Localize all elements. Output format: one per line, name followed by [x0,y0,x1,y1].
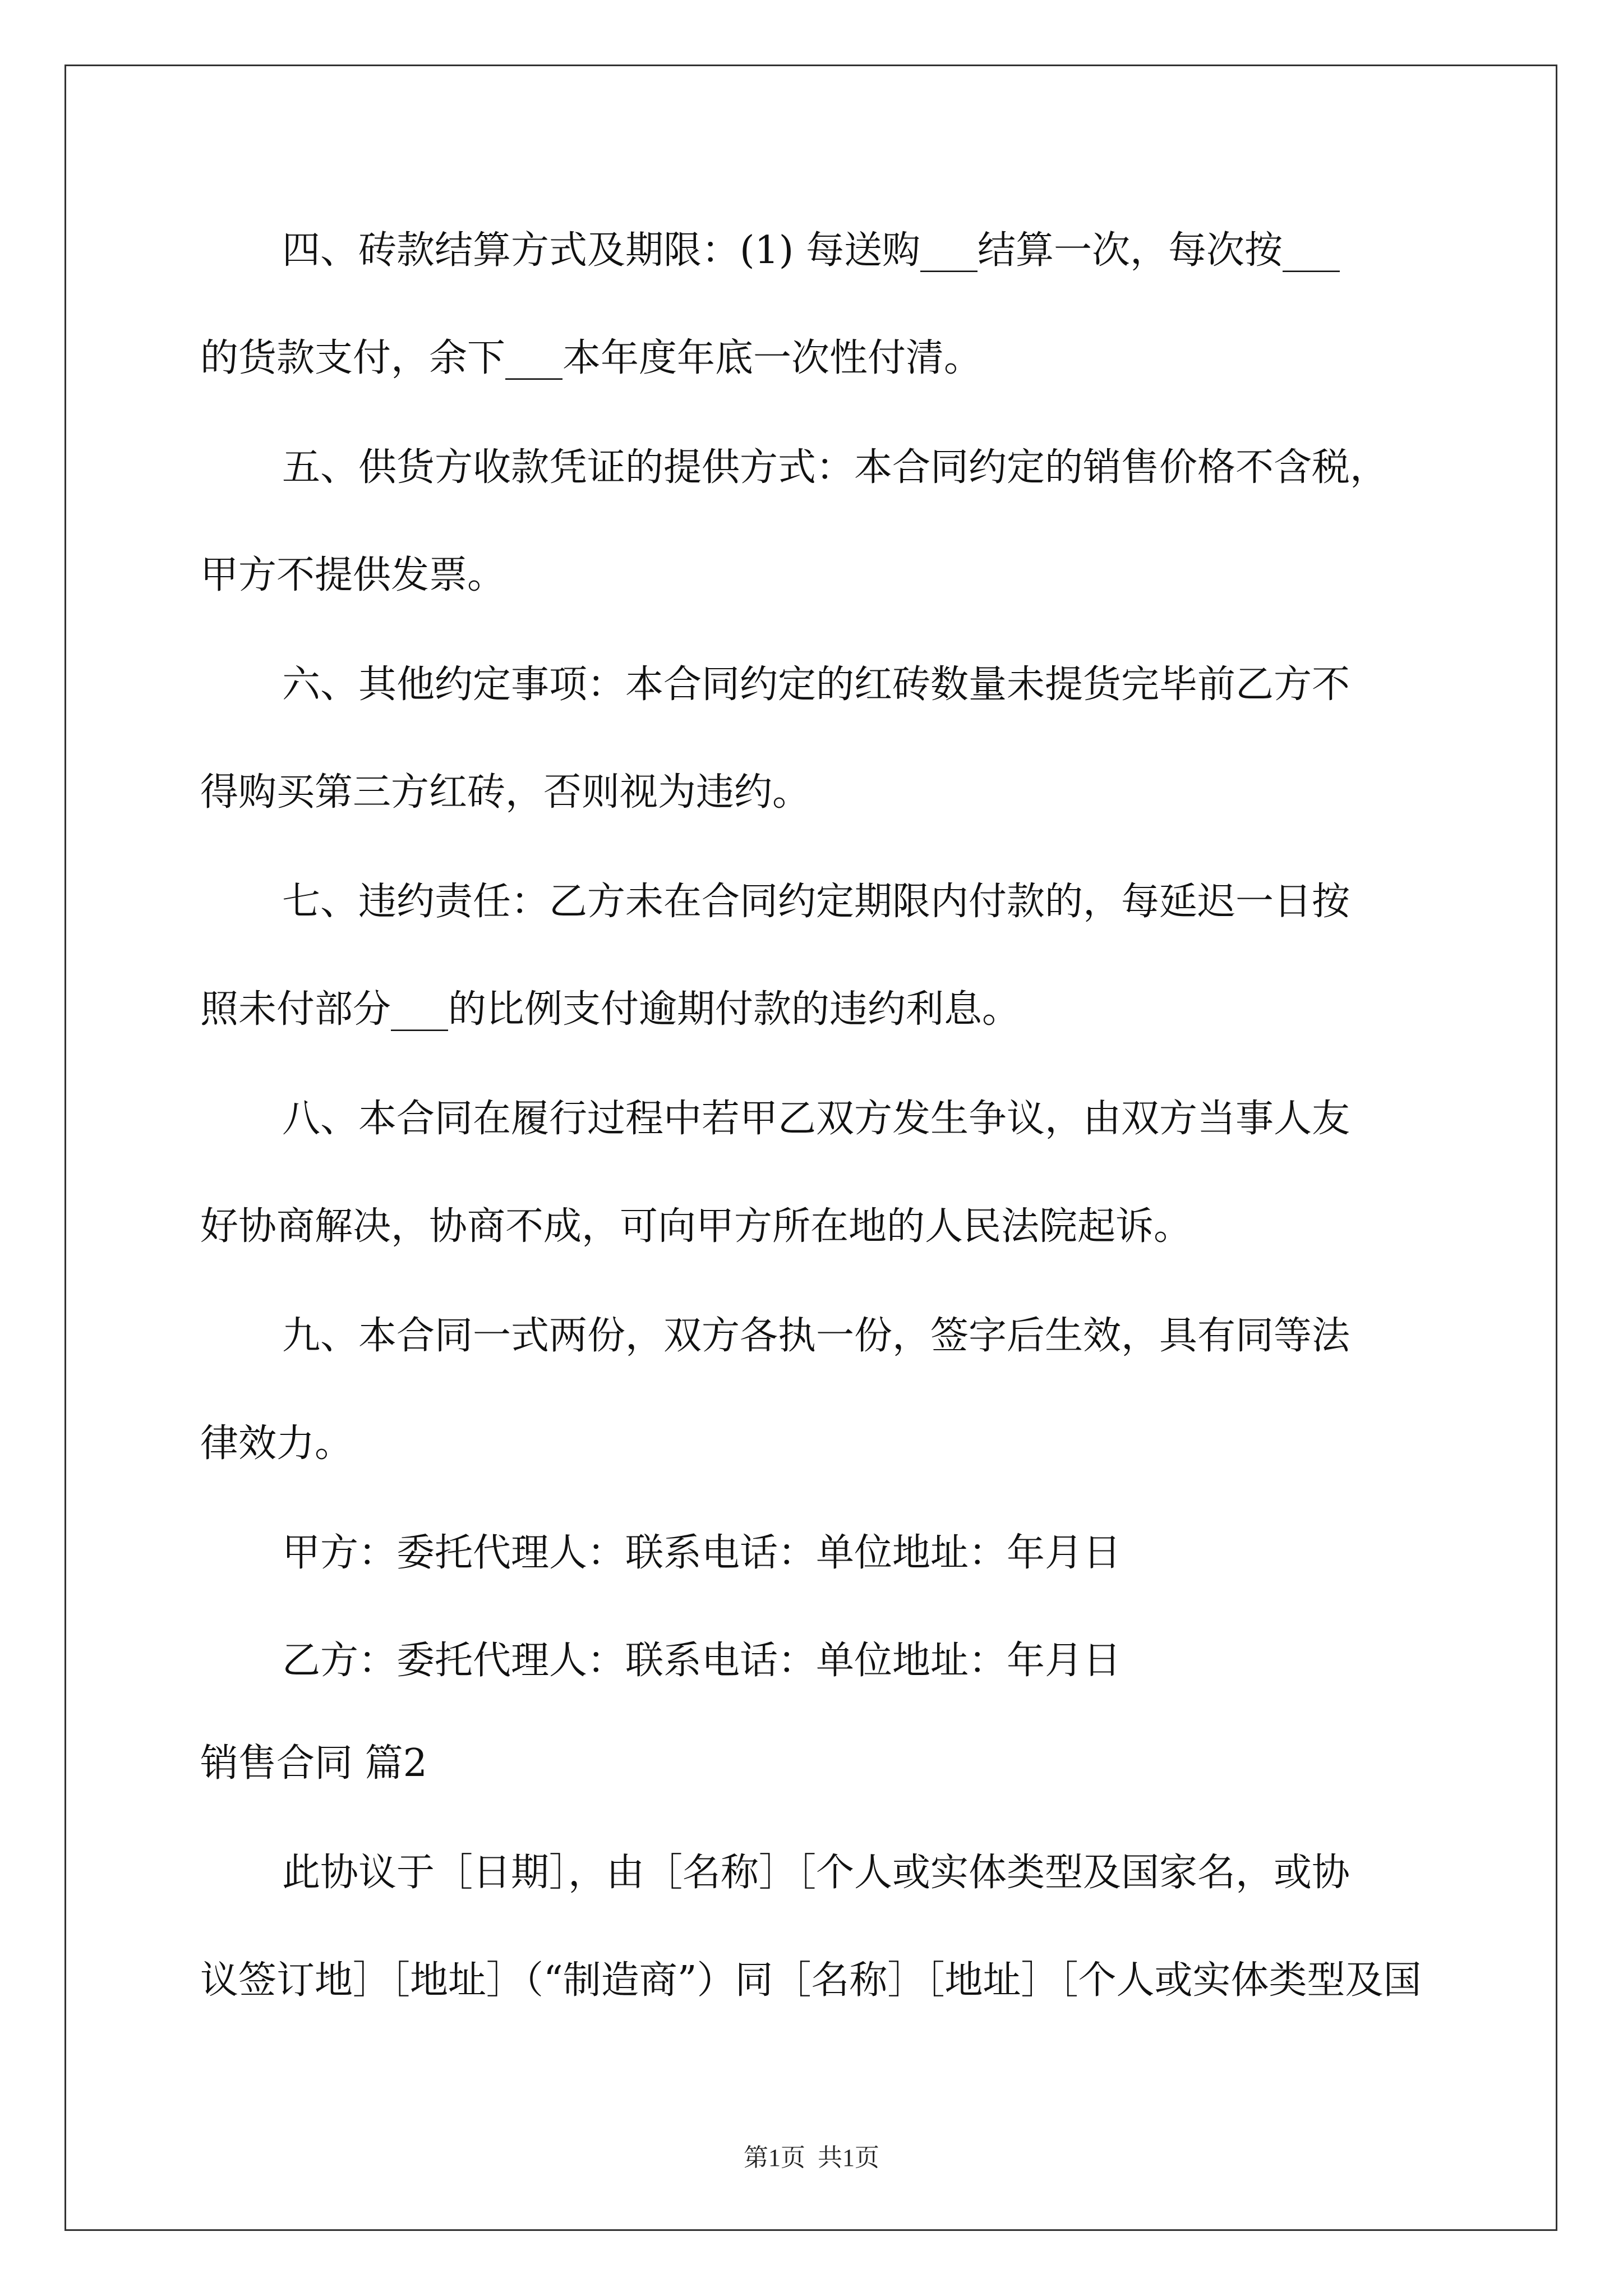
page-number-footer: 第1页 共1页 [744,2144,879,2171]
page-border [64,65,1557,2231]
clause-9-line-1: 九、本合同一式两份，双方各执一份，签字后生效，具有同等法 [282,1314,1350,1358]
clause-8-line-2: 好协商解决，协商不成，可向甲方所在地的人民法院起诉。 [200,1204,1192,1249]
intro-line-2: 议签订地］［地址］（“制造商”）同［名称］［地址］［个人或实体类型及国 [200,1958,1422,2003]
clause-4-line-2: 的货款支付，余下___本年度年底一次性付清。 [200,336,983,380]
clause-6-line-2: 得购买第三方红砖，否则视为违约。 [200,770,811,815]
clause-4-line-1: 四、砖款结算方式及期限：(1) 每送购___结算一次，每次按___ [282,228,1340,273]
section-title: 销售合同 篇2 [200,1741,427,1786]
clause-7-line-1: 七、违约责任：乙方未在合同约定期限内付款的，每延迟一日按 [282,880,1350,924]
intro-line-1: 此协议于［日期］，由［名称］［个人或实体类型及国家名，或协 [282,1851,1350,1895]
clause-6-line-1: 六、其他约定事项：本合同约定的红砖数量未提货完毕前乙方不 [282,662,1350,707]
clause-9-line-2: 律效力。 [200,1421,353,1466]
clause-5-line-1: 五、供货方收款凭证的提供方式：本合同约定的销售价格不含税， [282,445,1389,490]
party-b-signature-line: 乙方：委托代理人：联系电话：单位地址：年月日 [282,1639,1122,1683]
party-a-signature-line: 甲方：委托代理人：联系电话：单位地址：年月日 [282,1531,1122,1575]
clause-8-line-1: 八、本合同在履行过程中若甲乙双方发生争议，由双方当事人友 [282,1097,1350,1141]
clause-5-line-2: 甲方不提供发票。 [200,553,506,597]
clause-7-line-2: 照未付部分___的比例支付逾期付款的违约利息。 [200,987,1021,1032]
